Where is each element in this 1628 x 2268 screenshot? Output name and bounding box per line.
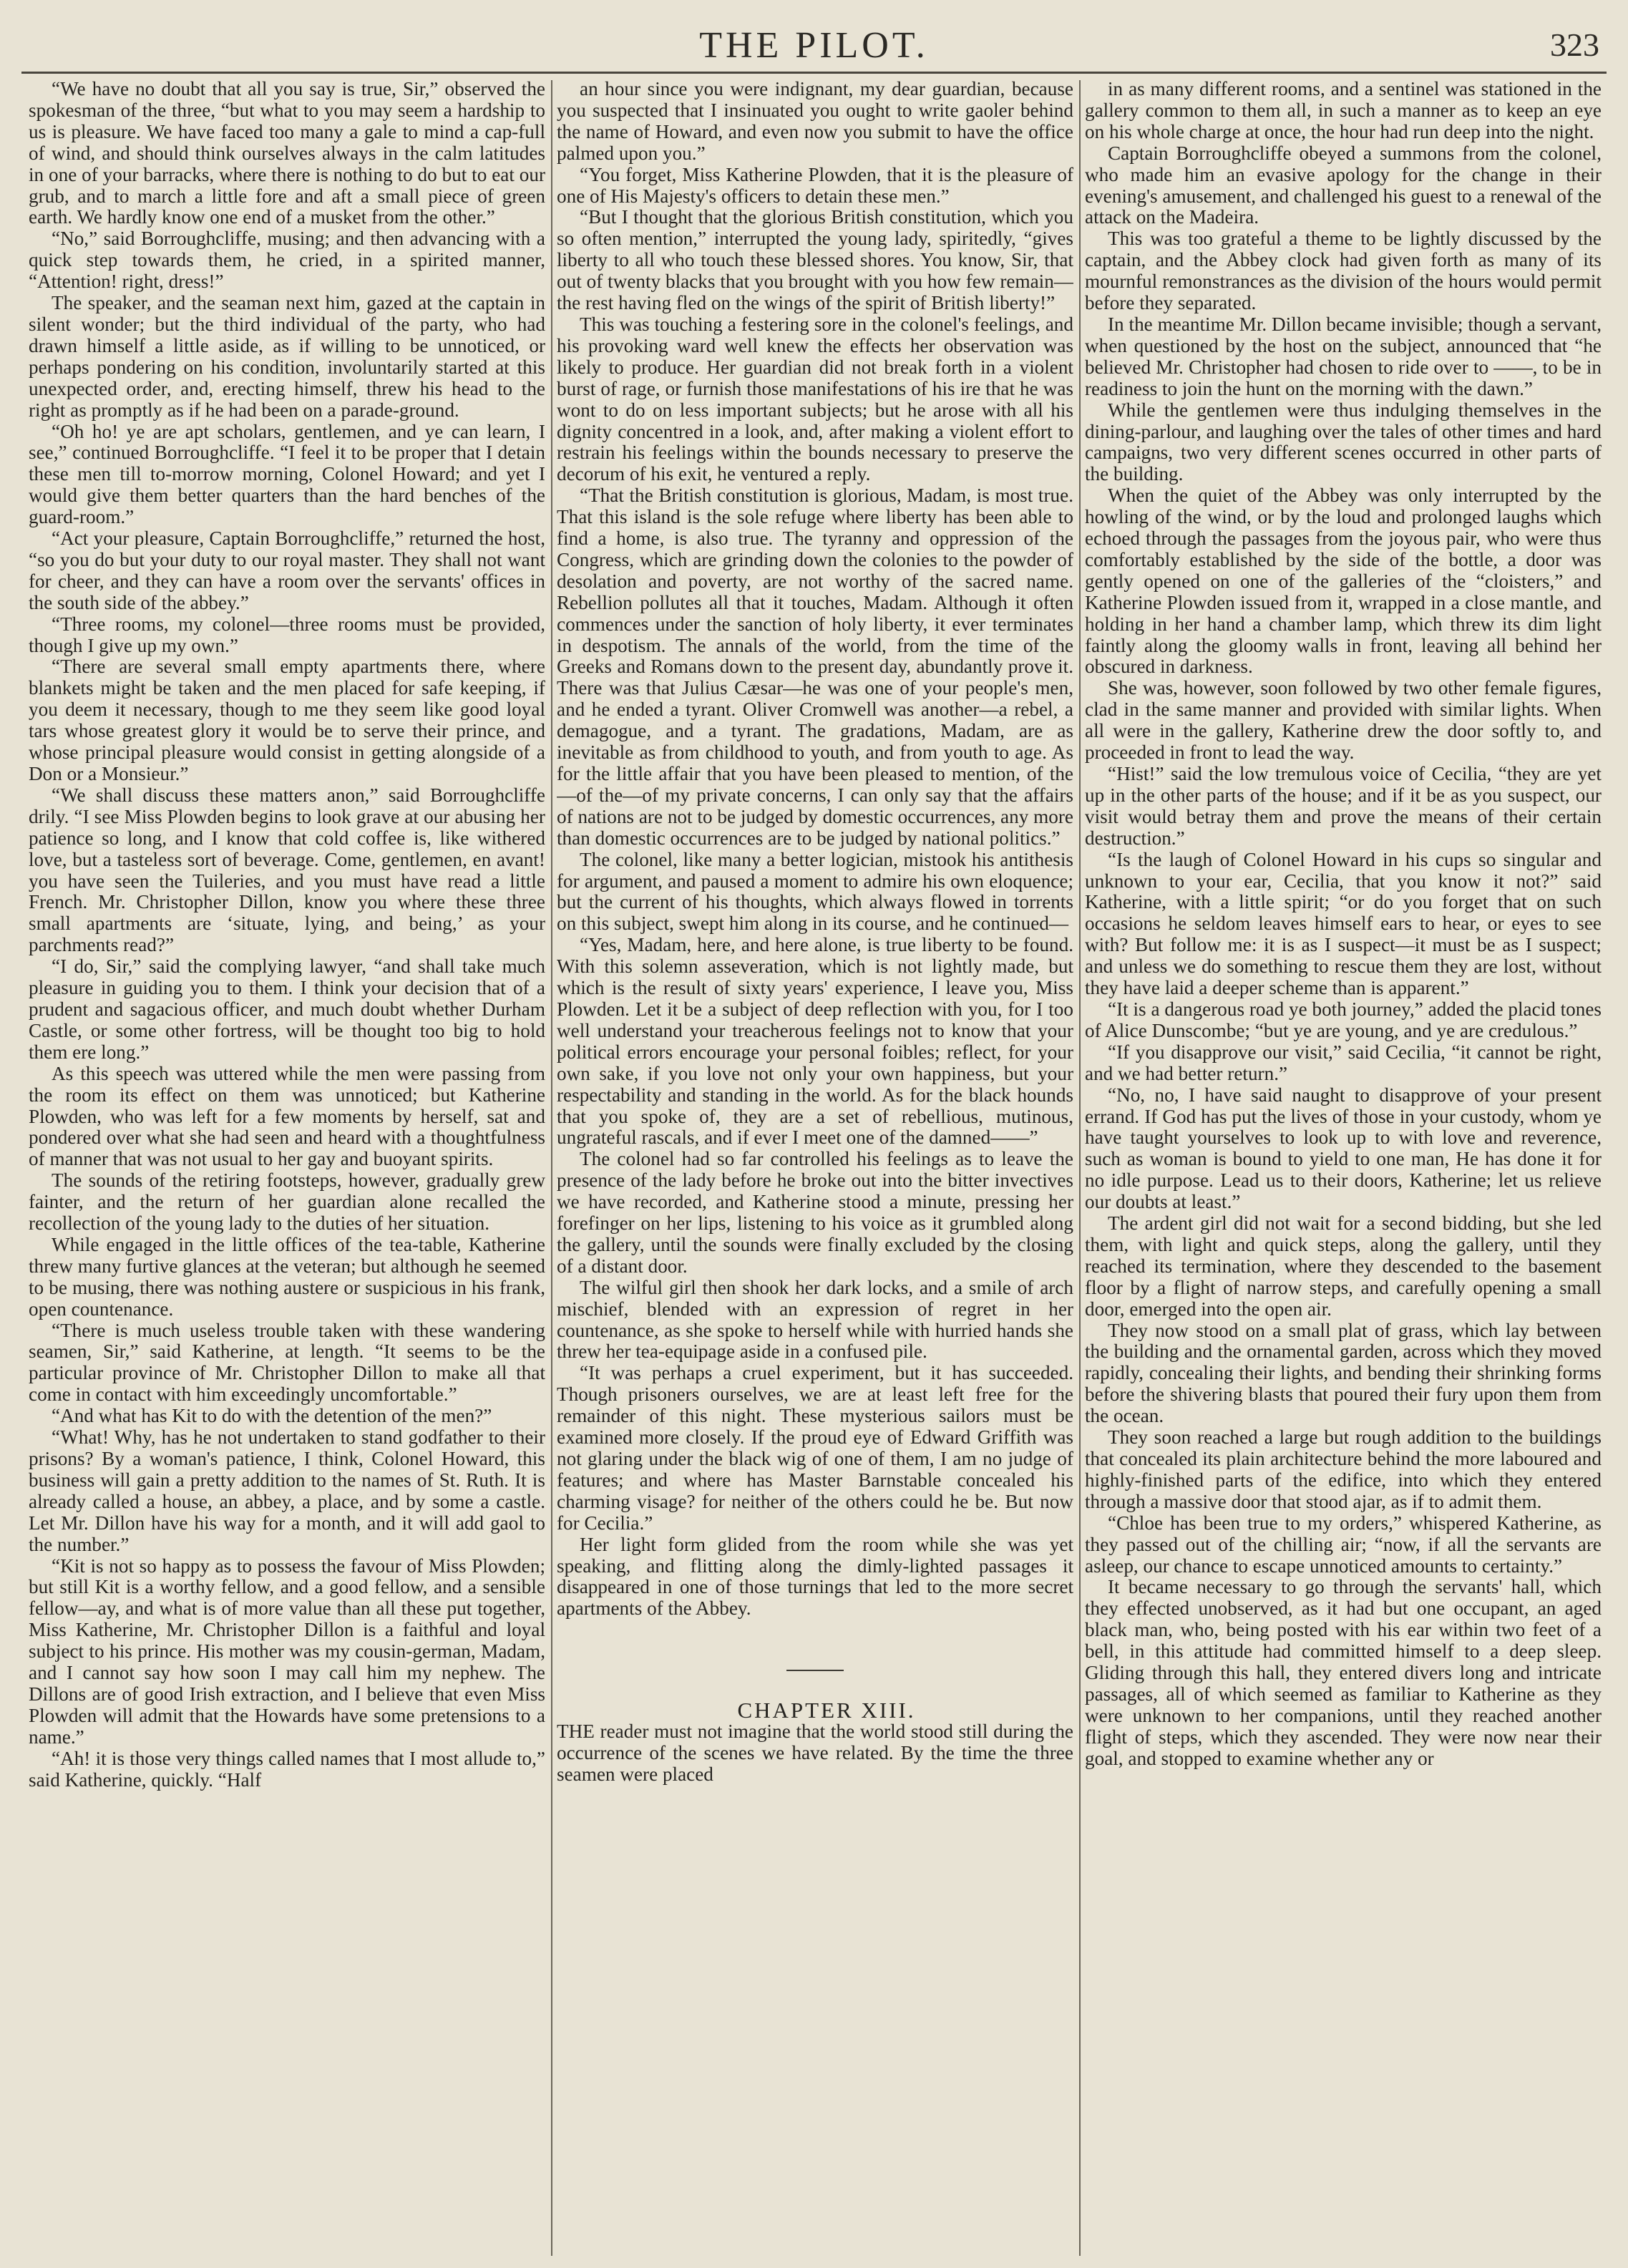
paragraph: “No, no, I have said naught to disapprove of your present errand. If God has put the lives of those in your custody, whom ye have taught yourselves to look up to with love and reverence, such as woman is bound to yield to one man, He has done it for no idle purpose. Lead us to their doors, Katherine; let us relieve our doubts at least.” — [1085, 1084, 1602, 1213]
paragraph: “There is much useless trouble taken with these wandering seamen, Sir,” said Katherine, at length. “It seems to be the particular province of Mr. Christopher Dillon to make all that come in contact with him exceedingly uncomfortable.” — [29, 1319, 545, 1406]
chapter-heading: CHAPTER XIII. — [737, 1698, 916, 1723]
paragraph: “That the British constitution is glorious, Madam, is most true. That this island is the sole refuge where liberty has been able to find a home, is also true. The tyranny and oppression of the Congress, which are grinding down the colonies to the powder of desolation and poverty, are not worthy of the sacred name. Rebellion pollutes all that it touches, Madam. Although it often commences under the sanction of holy liberty, it ever terminates in despotism. The annals of the world, from the time of the Greeks and Romans down to the present day, abundantly prove it. There was that Julius Cæsar—he was one of your people's men, and he ended a tyrant. Oliver Cromwell was another—a rebel, a demagogue, and a tyrant. The gradations, Madam, are as inevitable as from childhood to youth, and from youth to age. As for the little affair that you have been pleased to mention, of the —of the—of my private concerns, I can only say that the affairs of nations are not to be judged by domestic occurrences, any more than domestic occurrences are to be judged by national politics.” — [557, 485, 1073, 849]
paragraph: “Yes, Madam, here, and here alone, is true liberty to be found. With this solemn asseveration, which is not lightly made, but which is the result of sixty years' experience, I leave you, Miss Plowden. Let it be a subject of deep reflection with you, for I too well understand your treacherous feelings not to know that your political errors encourage your personal foibles; reflect, for your own sake, if you love not only your own happiness, but your respectability and standing in the world. As for the black hounds that you spoke of, they are a set of rebellious, mutinous, ungrateful rascals, and if ever I meet one of the damned——” — [557, 934, 1073, 1149]
paragraph: “You forget, Miss Katherine Plowden, that it is the pleasure of one of His Majesty's officers to detain these men.” — [557, 163, 1073, 207]
paragraph: In the meantime Mr. Dillon became invisible; though a servant, when questioned by the host on the subject, announced that “he believed Mr. Christopher had chosen to ride over to ——, to be in readiness to join the hunt on the morning with the dawn.” — [1085, 313, 1602, 399]
paragraph: The speaker, and the seaman next him, gazed at the captain in silent wonder; but the third individual of the party, who had drawn himself a little aside, as if willing to be unnoticed, or perhaps pondering on his condition, involuntarily started at this unexpected order, and, erecting himself, threw his head to the right as promptly as if he had been on a parade-ground. — [29, 292, 545, 421]
paragraph: Captain Borroughcliffe obeyed a summons from the colonel, who made him an evasive apology for the change in their evening's amusement, and challenged his guest to a renewal of the attack on the Madeira. — [1085, 142, 1602, 228]
paragraph: Her light form glided from the room while she was yet speaking, and flitting along the dimly-lighted passages it disappeared in one of those turnings that led to the more secret apartments of the Abbey. — [557, 1533, 1073, 1620]
paragraph: “Chloe has been true to my orders,” whispered Katherine, as they passed out of the chilling air; “now, if all the servants are asleep, our chance to escape unnoticed amounts to certainty.” — [1085, 1512, 1602, 1577]
paragraph: an hour since you were indignant, my dear guardian, because you suspected that I insinuated you ought to write gaoler behind the name of Howard, and even now you submit to have the office palmed upon you.” — [557, 79, 1073, 164]
paragraph: It became necessary to go through the servants' hall, which they effected unobserved, as it had but one occupant, an aged black man, who, being posted with his ear within two feet of a bell, in this attitude had committed himself to a deep sleep. Gliding through this hall, they entered divers long and intricate passages, all of which seemed as familiar to Katherine as they were unknown to her companions, until they reached another flight of steps, which they ascended. They were now near their goal, and stopped to examine whether any or — [1085, 1576, 1602, 1769]
text-column-2 — [557, 79, 1073, 2258]
text-column-3 — [1085, 79, 1602, 2258]
chapter-opening-paragraph: THE reader must not imagine that the world stood still during the occurrence of the scenes we have related. By the time the three seamen were placed — [557, 1721, 1073, 1785]
page-number: 323 — [1550, 26, 1599, 63]
paragraph: “I do, Sir,” said the complying lawyer, “and shall take much pleasure in guiding you to them. I think your decision that of a prudent and sagacious officer, and much doubt whether Durham Castle, or some other fortress, will be thought too big to hold them ere long.” — [29, 955, 545, 1063]
paragraph: They soon reached a large but rough addition to the buildings that concealed its plain architecture behind the more laboured and highly-finished parts of the edifice, into which they entered through a massive door that stood ajar, as if to admit them. — [1085, 1426, 1602, 1512]
paragraph: “Ah! it is those very things called names that I most allude to,” said Katherine, quickly. “Half — [29, 1747, 545, 1791]
paragraph: “But I thought that the glorious British constitution, which you so often mention,” interrupted the young lady, spiritedly, “gives liberty to all who touch these blessed shores. You know, Sir, that out of twenty blacks that you brought with you how few remain—the rest having fled on the wings of the spirit of British liberty!” — [557, 206, 1073, 314]
paragraph: When the quiet of the Abbey was only interrupted by the howling of the wind, or by the loud and prolonged laughs which echoed through the passages from the joyous pair, who were thus comfortably established by the side of the bottle, a door was gently opened on one of the galleries of the “cloisters,” and Katherine Plowden issued from it, wrapped in a close mantle, and holding in her hand a chamber lamp, which threw its dim light faintly along the gloomy walls in front, leaving all behind her obscured in darkness. — [1085, 485, 1602, 678]
paragraph: “Act your pleasure, Captain Borroughcliffe,” returned the host, “so you do but your duty to our royal master. They shall not want for cheer, and they can have a room over the servants' offices in the south side of the abbey.” — [29, 527, 545, 613]
column-2-paragraphs — [557, 79, 1073, 1620]
paragraph: The wilful girl then shook her dark locks, and a smile of arch mischief, blended with an expression of regret in her countenance, as she spoke to herself while with hurried hands she threw her tea-equipage aside in a confused pile. — [557, 1276, 1073, 1363]
running-head: THE PILOT. — [699, 25, 929, 66]
paragraph: “And what has Kit to do with the detention of the men?” — [52, 1405, 492, 1427]
column-rule — [1079, 80, 1081, 2256]
paragraph: “Is the laugh of Colonel Howard in his cups so singular and unknown to your ear, Cecilia, that you know it not?” said Katherine, with a little spirit; “or do you forget that on such occasions he seldom leaves himself ears to hear, or eyes to see with? But follow me: it is as I suspect—it must be as I suspect; and unless we do something to rescue them they are lost, without they have laid a deeper scheme than is apparent.” — [1085, 848, 1602, 999]
paragraph: “If you disapprove our visit,” said Cecilia, “it cannot be right, and we had better return.” — [1085, 1041, 1602, 1084]
paragraph: “It is a dangerous road ye both journey,” added the placid tones of Alice Dunscombe; “but ye are young, and ye are credulous.” — [1085, 998, 1602, 1041]
paragraph: This was touching a festering sore in the colonel's feelings, and his provoking ward well knew the effects her observation was likely to produce. Her guardian did not break forth in a violent burst of rage, or furnish those manifestations of his ire that he was wont to do on less important subjects; but he arose with all his dignity concentred in a look, and, after making a violent effort to restrain his feelings within the bounds necessary to preserve the decorum of his exit, he ventured a reply. — [557, 313, 1073, 485]
paragraph: “Hist!” said the low tremulous voice of Cecilia, “they are yet up in the other parts of the house; and if it be as you suspect, our visit would betray them and prove the means of their certain destruction.” — [1085, 763, 1602, 849]
paragraph: “We shall discuss these matters anon,” said Borroughcliffe drily. “I see Miss Plowden begins to look grave at our abusing her patience so long, and I know that cold coffee is, like withered love, but a tasteless sort of beverage. Come, gentlemen, en avant! you have seen the Tuileries, and you must have read a little French. Mr. Christopher Dillon, know you where these three small apartments are ‘situate, lying, and being,’ as your parchments read?” — [29, 784, 545, 956]
paragraph: The sounds of the retiring footsteps, however, gradually grew fainter, and the return of her guardian alone recalled the recollection of the young lady to the duties of her situation. — [29, 1169, 545, 1235]
paragraph: “There are several small empty apartments there, where blankets might be taken and the men placed for safe keeping, if you deem it necessary, though to me they seem like good loyal tars whose greatest glory it would be to serve their prince, and whose principal pleasure would consist in getting alongside of a Don or a Monsieur.” — [29, 656, 545, 784]
paragraph: “It was perhaps a cruel experiment, but it has succeeded. Though prisoners ourselves, we are at least left free for the remainder of this night. These mysterious sailors must be examined more closely. If the proud eye of Edward Griffith was not glaring under the black wig of one of them, I am no judge of features; and where has Master Barnstable concealed his charming visage? for neither of the others could he be. But now for Cecilia.” — [557, 1362, 1073, 1534]
paragraph: As this speech was uttered while the men were passing from the room its effect on them was unnoticed; but Katherine Plowden, who was left for a few moments by herself, sat and pondered over what she had seen and heard with a thoughtfulness of manner that was not usual to her gay and buoyant spirits. — [29, 1062, 545, 1170]
paragraph: While engaged in the little offices of the tea-table, Katherine threw many furtive glances at the veteran; but although he seemed to be musing, there was nothing austere or suspicious in his frank, open countenance. — [29, 1233, 545, 1320]
paragraph: “Kit is not so happy as to possess the favour of Miss Plowden; but still Kit is a worthy fellow, and a good fellow, and a sensible fellow—ay, and what is of more value than all these put together, Miss Katherine, Mr. Christopher Dillon is a faithful and loyal subject to his prince. His mother was my cousin-german, Madam, and I cannot say how soon I may call him my nephew. The Dillons are of good Irish extraction, and I believe that even Miss Plowden will admit that the Howards have some pretensions to a name.” — [29, 1554, 545, 1748]
paragraph: The colonel, like many a better logician, mistook his antithesis for argument, and paused a moment to admire his own eloquence; but the current of his thoughts, which always flowed in torrents on this subject, swept him along in its course, and he continued— — [557, 848, 1073, 935]
page-header — [21, 13, 1607, 74]
paragraph: in as many different rooms, and a sentinel was stationed in the gallery common to them all, in such a manner as to keep an eye on his whole charge at once, the hour had run deep into the night. — [1085, 79, 1602, 142]
paragraph: “We have no doubt that all you say is true, Sir,” observed the spokesman of the three, “but what to you may seem a hardship to us is pleasure. We have faced too many a gale to mind a cap-full of wind, and should think ourselves always in the calm latitudes in one of your barracks, where there is nothing to do but to eat our grub, and to march a little fore and aft a small piece of green earth. We hardly know one end of a musket from the other.” — [29, 79, 545, 228]
text-column-1 — [29, 79, 545, 2258]
paragraph: She was, however, soon followed by two other female figures, clad in the same manner and provided with similar lights. When all were in the gallery, Katherine drew the door softly to, and proceeded in front to lead the way. — [1085, 677, 1602, 764]
paragraph: This was too grateful a theme to be lightly discussed by the captain, and the Abbey clock had given forth as many of its mournful remonstrances as the division of the hours would permit before they separated. — [1085, 228, 1602, 314]
paragraph: The ardent girl did not wait for a second bidding, but she led them, with light and quick steps, along the gallery, until they reached its termination, where they descended to the basement floor by a flight of narrow steps, and carefully opening a small door, emerged into the open air. — [1085, 1212, 1602, 1320]
paragraph: They now stood on a small plat of grass, which lay between the building and the ornamental garden, across which they moved rapidly, concealing their lights, and bending their shrinking forms before the shivering blasts that poured their fury upon them from the ocean. — [1085, 1319, 1602, 1427]
paragraph: While the gentlemen were thus indulging themselves in the dining-parlour, and laughing over the tales of other times and hard campaigns, two very different scenes occurred in other parts of the building. — [1085, 399, 1602, 485]
section-separator — [786, 1670, 844, 1671]
paragraph: “Oh ho! ye are apt scholars, gentlemen, and ye can learn, I see,” continued Borroughcliffe. “I feel it to be proper that I detain these men till to-morrow morning, Colonel Howard; and yet I would give them better quarters than the hard benches of the guard-room.” — [29, 420, 545, 528]
paragraph: “No,” said Borroughcliffe, musing; and then advancing with a quick step towards them, he cried, in a spirited manner, “Attention! right, dress!” — [29, 228, 545, 293]
paragraph: The colonel had so far controlled his feelings as to leave the presence of the lady before he broke out into the bitter invectives we have recorded, and Katherine stood a minute, pressing her forefinger on her lips, listening to his voice as it grumbled along the gallery, until the sounds were finally excluded by the closing of a distant door. — [557, 1148, 1073, 1277]
paragraph: “Three rooms, my colonel—three rooms must be provided, though I give up my own.” — [29, 613, 545, 656]
paragraph: “What! Why, has he not undertaken to stand godfather to their prisons? By a woman's patience, I think, Colonel Howard, this business will gain a pretty addition to the names of St. Ruth. It is already called a house, an abbey, a place, and by some a castle. Let Mr. Dillon have his way for a month, and it will add gaol to the number.” — [29, 1426, 545, 1555]
column-rule — [551, 80, 552, 2256]
